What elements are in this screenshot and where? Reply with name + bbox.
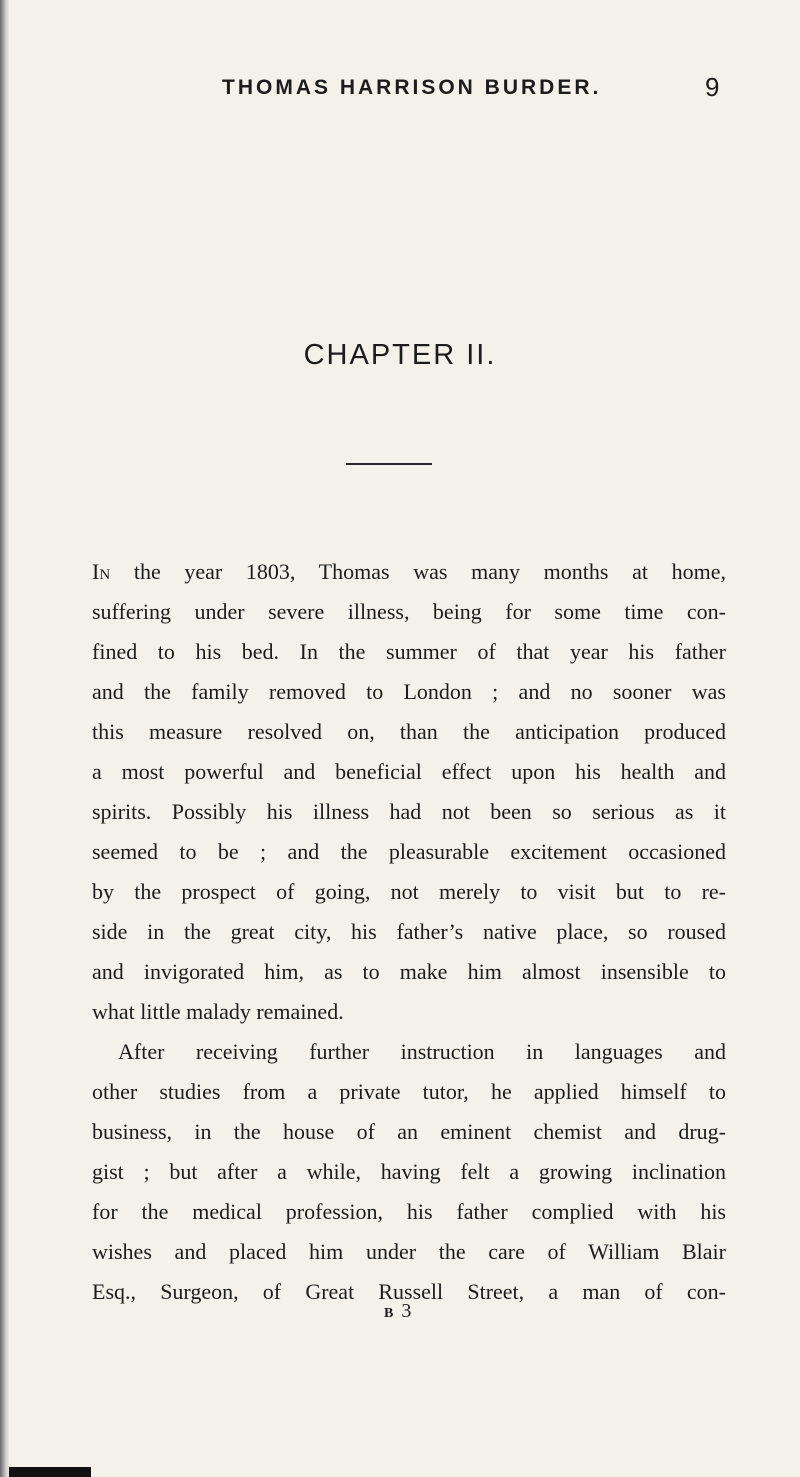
paragraph-line: gist ; but after a while, having felt a growing inclination: [92, 1159, 726, 1184]
paragraph-line: by the prospect of going, not merely to visit but to re-: [92, 879, 726, 904]
paragraph-line: for the medical profession, his father complied with his: [92, 1199, 726, 1224]
page-gutter-edge: [0, 0, 9, 1477]
paragraph-1-line-1: [92, 552, 726, 592]
binding-mark: [9, 1467, 91, 1477]
paragraph-line: suffering under severe illness, being for some time con-: [92, 599, 726, 624]
paragraph-line: Esq., Surgeon, of Great Russell Street, a man of con-: [92, 1279, 726, 1304]
paragraph-line: other studies from a private tutor, he applied himself to: [92, 1079, 726, 1104]
paragraph-line: business, in the house of an eminent chemist and drug-: [92, 1119, 726, 1144]
paragraph-line: fined to his bed. In the summer of that year his father: [92, 639, 726, 664]
chapter-rule: [346, 463, 432, 465]
chapter-title: CHAPTER II.: [303, 339, 497, 371]
signature-letter: B: [384, 1306, 395, 1321]
paragraph-line: side in the great city, his father’s native place, so roused: [92, 919, 726, 944]
paragraph-line: wishes and placed him under the care of William Blair: [92, 1239, 726, 1264]
running-head: THOMAS HARRISON BURDER.: [222, 76, 602, 99]
paragraph-line: this measure resolved on, than the anticipation produced: [92, 719, 726, 744]
paragraph-line: After receiving further instruction in languages and: [118, 1039, 726, 1064]
paragraph-line: and invigorated him, as to make him almost insensible to: [92, 959, 726, 984]
signature-mark: [384, 1300, 413, 1323]
page-number: 9: [705, 72, 720, 102]
paragraph-line: and the family removed to London ; and no sooner was: [92, 679, 726, 704]
paragraph-line: spirits. Possibly his illness had not been so serious as it: [92, 799, 726, 824]
signature-number: 3: [401, 1300, 414, 1322]
paragraph-line: seemed to be ; and the pleasurable excitement occasioned: [92, 839, 726, 864]
first-line-text: the year 1803, Thomas was many months at home,: [110, 559, 726, 584]
paragraph-line: a most powerful and beneficial effect upon his health and: [92, 759, 726, 784]
opening-word: In: [92, 559, 111, 584]
paragraph-line: what little malady remained.: [92, 999, 344, 1024]
